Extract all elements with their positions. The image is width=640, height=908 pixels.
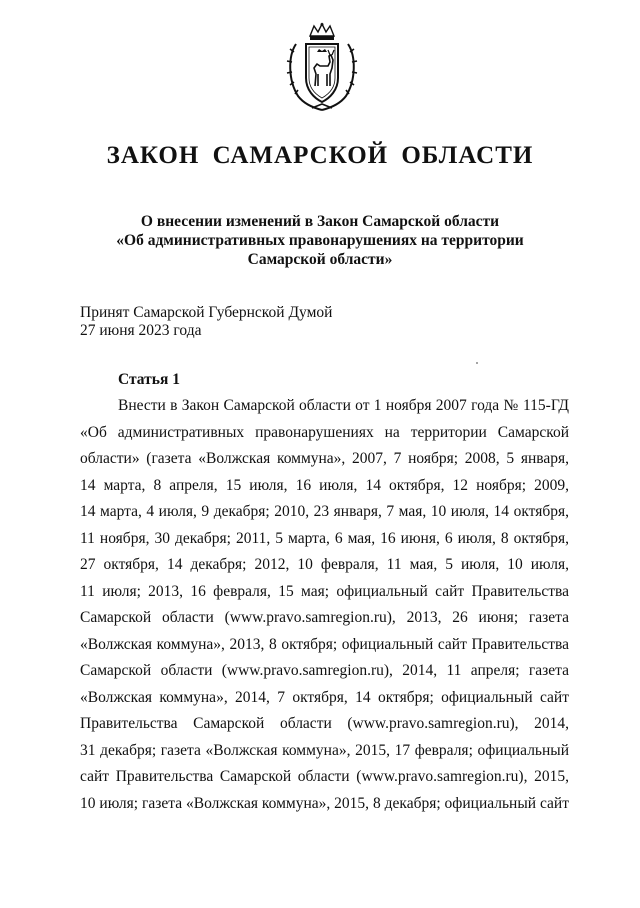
adoption-note [80, 304, 332, 340]
article-body [80, 393, 569, 817]
article-line: 10 июля; газета «Волжская коммуна», 2015, 8 декабря; официальный сайт [80, 794, 569, 812]
article-line: сайт Правительства Самарской области (www.pravo.samregion.ru), 2015, [80, 768, 569, 785]
subtitle-line: Самарской области» [247, 251, 393, 268]
article-line: Самарской области (www.pravo.samregion.ru), 2013, 26 июня; газета [80, 609, 569, 626]
article-line: 11 ноября, 30 декабря; 2011, 5 марта, 6 мая, 16 июня, 6 июля, 8 октября, [80, 529, 569, 547]
law-subtitle [60, 212, 580, 269]
samara-coat-of-arms-icon [284, 22, 360, 114]
adoption-date: 27 июня 2023 года [80, 322, 202, 339]
article-line: области» (газета «Волжская коммуна», 2007, 7 ноября; 2008, 5 января, [80, 450, 569, 467]
subtitle-line: «Об административных правонарушениях на территории [116, 232, 524, 249]
article-line: 31 декабря; газета «Волжская коммуна», 2015, 17 февраля; официальный [80, 741, 569, 759]
article-line: Самарской области (www.pravo.samregion.ru), 2014, 11 апреля; газета [80, 662, 569, 679]
article-line: «Волжская коммуна», 2013, 8 октября; официальный сайт Правительства [80, 635, 569, 653]
article-line: «Волжская коммуна», 2014, 7 октября, 14 октября; официальный сайт [80, 688, 569, 706]
article-line: «Об административных правонарушениях на территории Самарской [80, 423, 569, 441]
article-line: 14 марта, 8 апреля, 15 июля, 16 июля, 14 октября, 12 ноября; 2009, [80, 476, 569, 494]
article-line: 11 июля; 2013, 16 февраля, 15 мая; официальный сайт Правительства [80, 582, 569, 600]
article-line: 27 октября, 14 декабря; 2012, 10 февраля, 11 мая, 5 июля, 10 июля, [80, 556, 569, 573]
article-line: Правительства Самарской области (www.pravo.samregion.ru), 2014, [80, 715, 569, 732]
article-line: Внести в Закон Самарской области от 1 ноября 2007 года № 115-ГД [118, 397, 569, 414]
adoption-body: Принят Самарской Губернской Думой [80, 304, 333, 321]
subtitle-line: О внесении изменений в Закон Самарской области [140, 213, 500, 230]
scan-speck [476, 362, 478, 364]
article-heading: Статья 1 [118, 371, 180, 388]
article-line: 14 марта, 4 июля, 9 декабря; 2010, 23 января, 7 мая, 10 июля, 14 октября, [80, 503, 569, 520]
law-title: ЗАКОН САМАРСКОЙ ОБЛАСТИ [106, 142, 534, 169]
